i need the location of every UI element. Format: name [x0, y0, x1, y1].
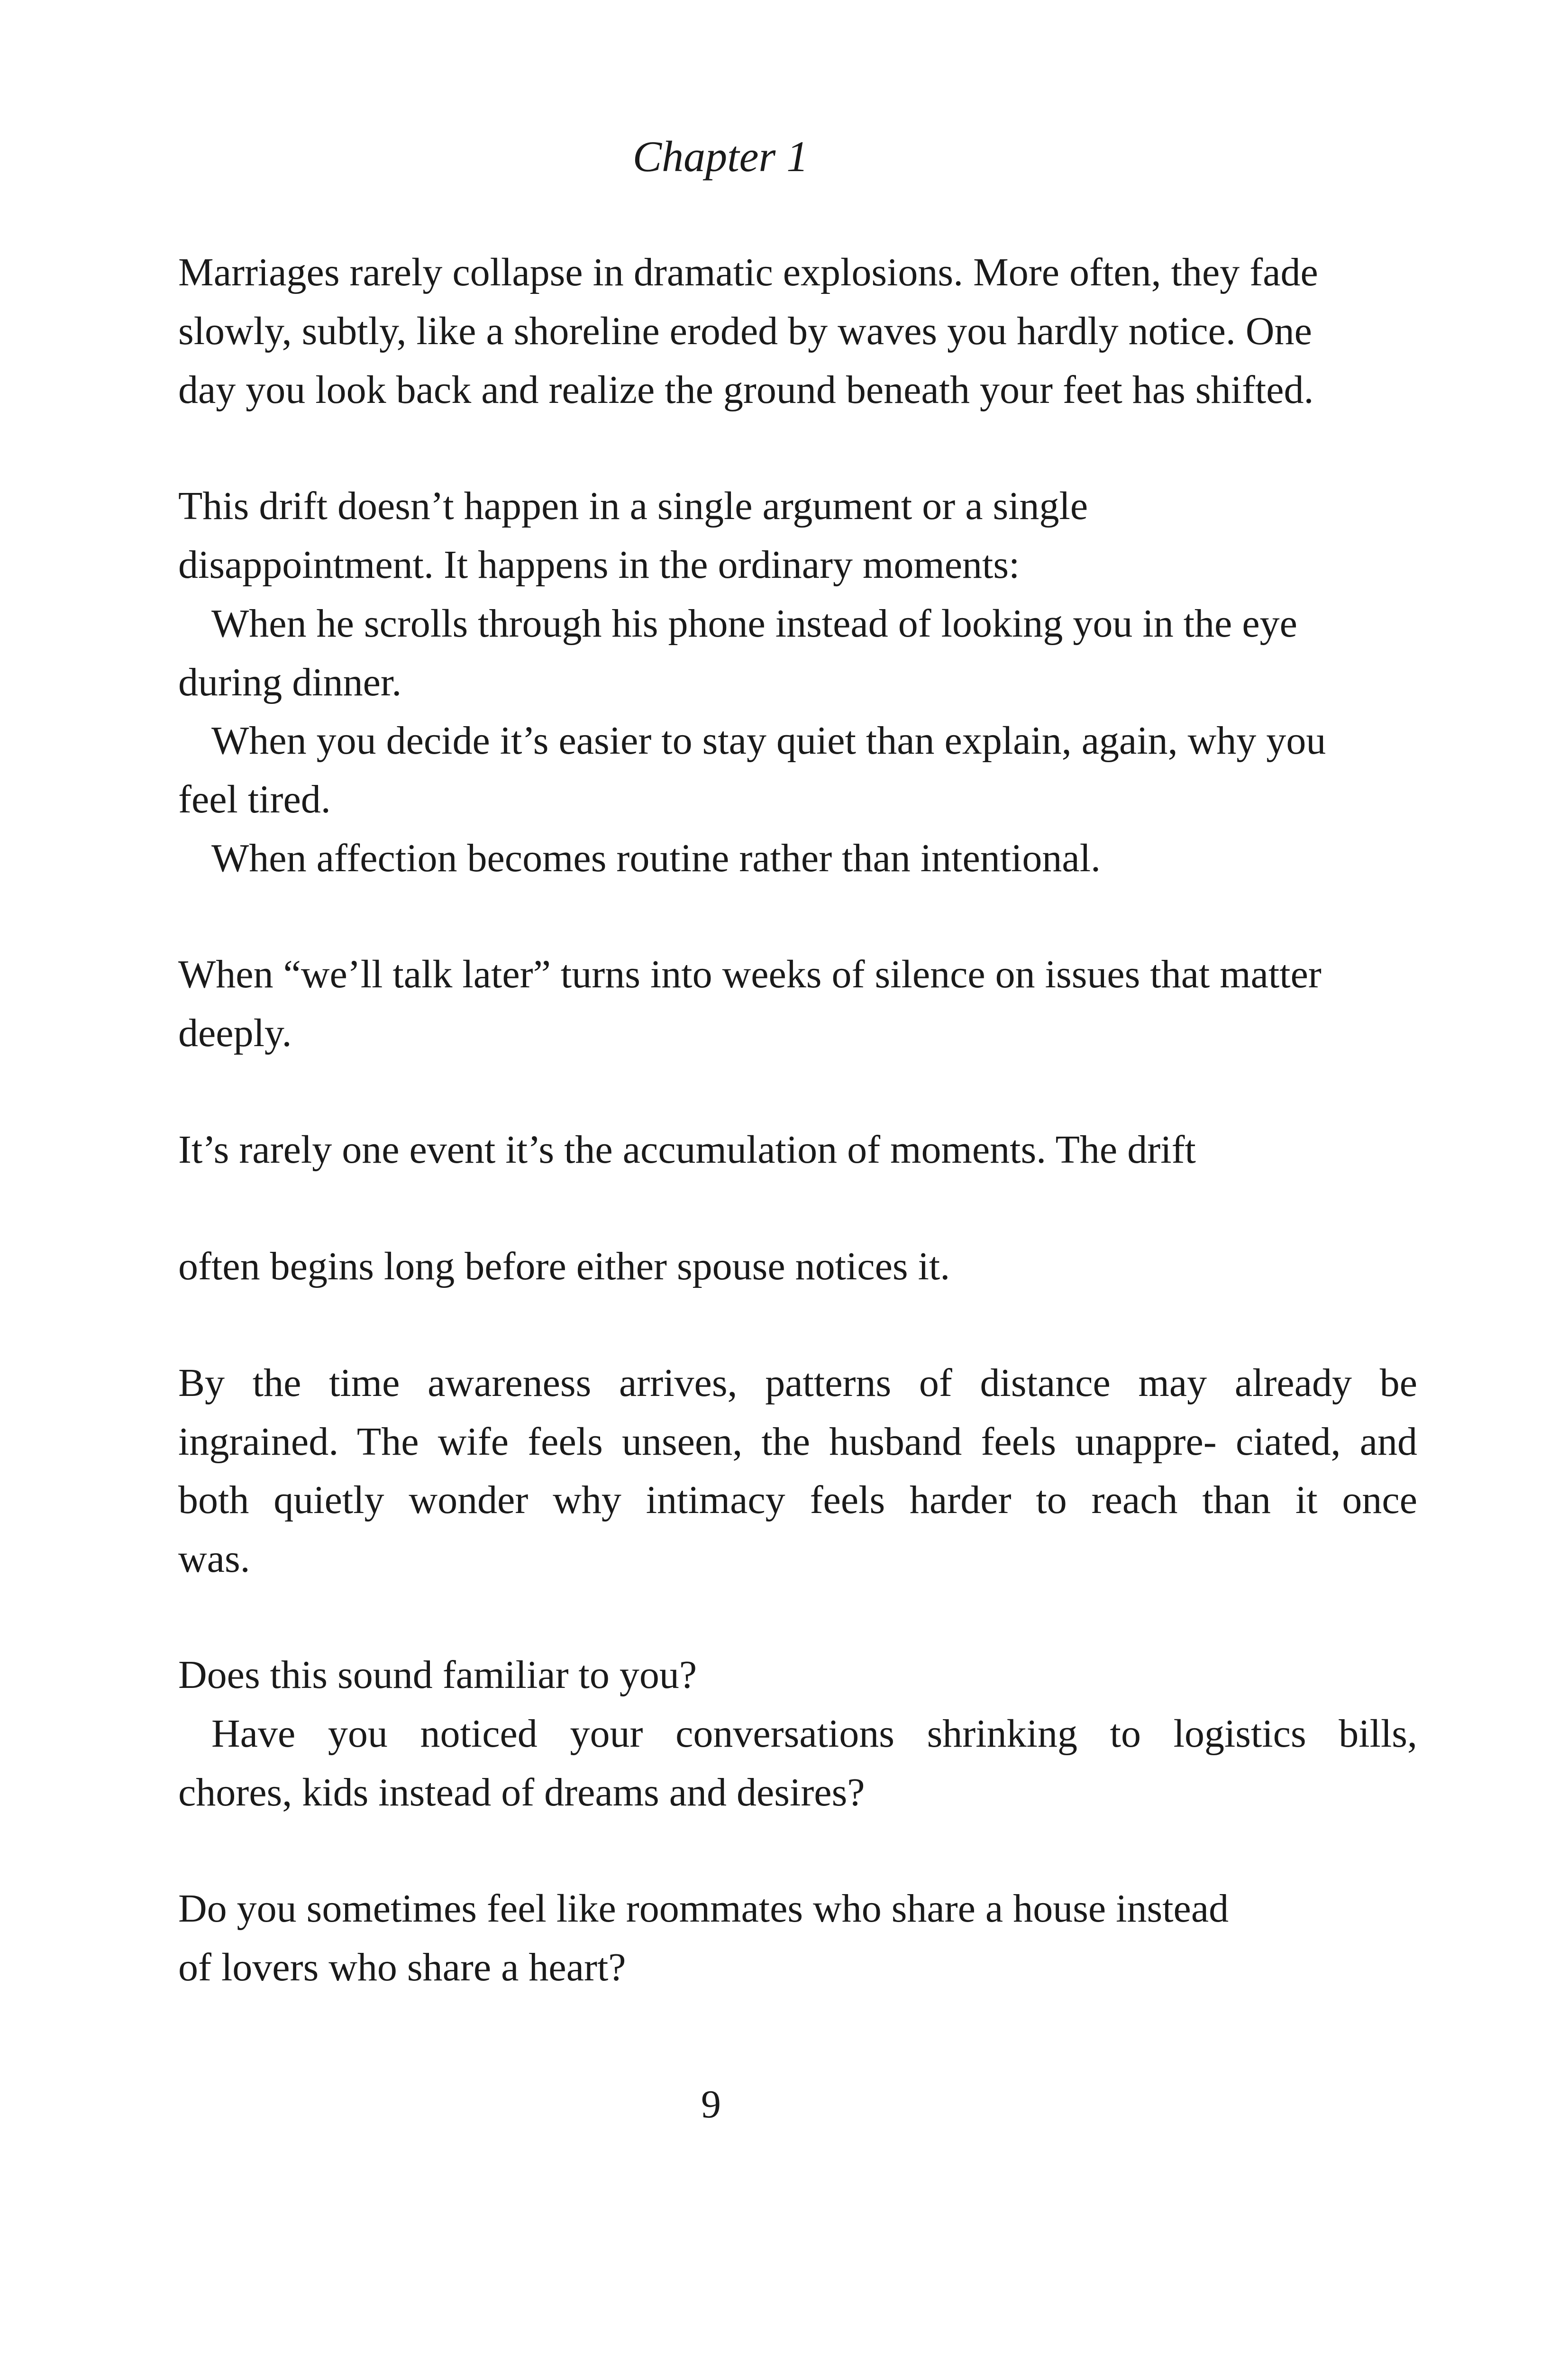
paragraph-line: chores, kids instead of dreams and desires?: [178, 1770, 865, 1814]
paragraph-line: Does this sound familiar to you?: [178, 1653, 697, 1697]
paragraph-line: It’s rarely one event it’s the accumulation of moments. The drift: [178, 1128, 1196, 1172]
paragraph-line: day you look back and realize the ground beneath your feet has shifted.: [178, 368, 1314, 412]
paragraph-line: deeply.: [178, 1011, 292, 1055]
paragraph-line: When you decide it’s easier to stay quiet than explain, again, why you: [211, 719, 1326, 763]
paragraph-line: Marriages rarely collapse in dramatic explosions. More often, they fade: [178, 250, 1318, 294]
paragraph-line: often begins long before either spouse notices it.: [178, 1244, 950, 1288]
paragraph-line: When affection becomes routine rather than intentional.: [211, 836, 1101, 880]
paragraph-line: ingrained. The wife feels unseen, the husband feels unappre- ciated, and: [178, 1420, 1417, 1464]
paragraph-line: When “we’ll talk later” turns into weeks of silence on issues that matter: [178, 952, 1322, 996]
chapter-title: Chapter 1: [632, 132, 809, 181]
paragraph-line: Do you sometimes feel like roommates who share a house instead: [178, 1887, 1229, 1931]
paragraph-line: slowly, subtly, like a shoreline eroded by waves you hardly notice. One: [178, 309, 1312, 353]
paragraph-line: When he scrolls through his phone instead of looking you in the eye: [211, 602, 1297, 646]
paragraph-line: during dinner.: [178, 660, 402, 704]
paragraph-line: both quietly wonder why intimacy feels harder to reach than it once: [178, 1478, 1417, 1522]
paragraph-line: Have you noticed your conversations shrinking to logistics bills,: [211, 1712, 1417, 1756]
page-number: 9: [701, 2082, 721, 2126]
paragraph-line: feel tired.: [178, 777, 331, 821]
paragraph-line: was.: [178, 1537, 250, 1581]
paragraph-line: This drift doesn’t happen in a single argument or a single: [178, 484, 1088, 528]
paragraph-line: disappointment. It happens in the ordinary moments:: [178, 543, 1020, 587]
paragraph-line: of lovers who share a heart?: [178, 1945, 626, 1989]
paragraph-line: By the time awareness arrives, patterns of distance may already be: [178, 1361, 1417, 1405]
